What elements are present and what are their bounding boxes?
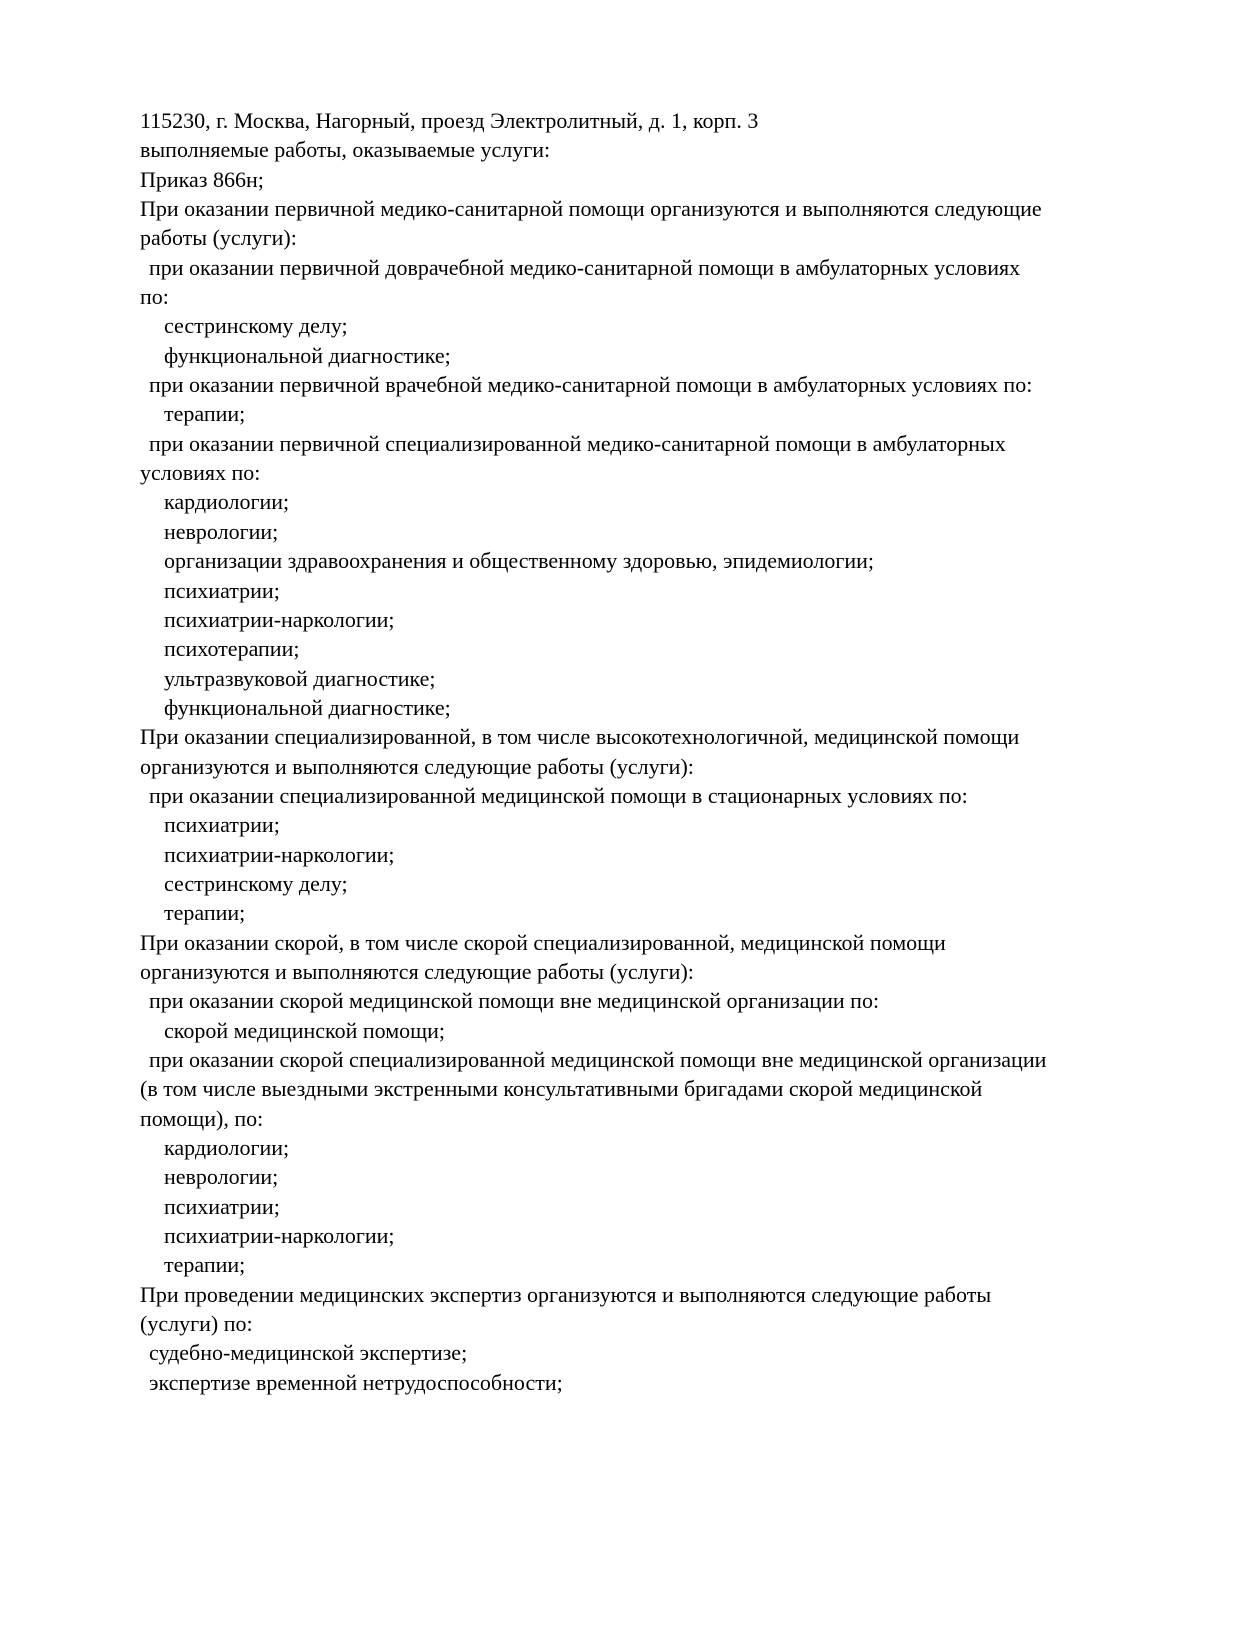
text-line: скорой медицинской помощи; xyxy=(164,1017,446,1043)
text-line: При оказании специализированной, в том числе высокотехнологичной, медицинской помощи xyxy=(140,724,1020,750)
text-line: неврологии; xyxy=(164,518,279,544)
text-line: психиатрии-наркологии; xyxy=(164,841,395,867)
text-line: организуются и выполняются следующие работы (услуги): xyxy=(140,958,694,984)
text-line: при оказании скорой медицинской помощи вне медицинской организации по: xyxy=(149,988,880,1014)
text-line: психотерапии; xyxy=(164,636,300,662)
text-line: при оказании первичной специализированной медико-санитарной помощи в амбулаторных xyxy=(149,430,1006,456)
text-line: организуются и выполняются следующие работы (услуги): xyxy=(140,753,694,779)
text-line: психиатрии-наркологии; xyxy=(164,1223,395,1249)
text-line: При проведении медицинских экспертиз организуются и выполняются следующие работы xyxy=(140,1281,992,1307)
text-line: судебно-медицинской экспертизе; xyxy=(149,1340,468,1366)
text-line: организации здравоохранения и общественному здоровью, эпидемиологии; xyxy=(164,548,875,574)
text-line: помощи), по: xyxy=(140,1105,264,1131)
text-line: 115230, г. Москва, Нагорный, проезд Электролитный, д. 1, корп. 3 xyxy=(140,108,759,133)
license-works-services-text xyxy=(140,106,1130,1397)
text-line: неврологии; xyxy=(164,1164,279,1190)
text-line: ультразвуковой диагностике; xyxy=(164,665,436,691)
text-line: терапии; xyxy=(164,900,246,926)
text-line: психиатрии; xyxy=(164,577,280,603)
text-line: терапии; xyxy=(164,401,246,427)
text-line: при оказании первичной доврачебной медико-санитарной помощи в амбулаторных условиях xyxy=(149,254,1021,280)
text-line: функциональной диагностике; xyxy=(164,342,451,368)
text-line: психиатрии; xyxy=(164,812,280,838)
text-line: кардиологии; xyxy=(164,1135,290,1161)
text-line: При оказании скорой, в том числе скорой специализированной, медицинской помощи xyxy=(140,929,946,955)
text-line: психиатрии; xyxy=(164,1193,280,1219)
text-line: функциональной диагностике; xyxy=(164,694,451,720)
text-line: (услуги) по: xyxy=(140,1311,253,1337)
text-line: психиатрии-наркологии; xyxy=(164,606,395,632)
text-line: При оказании первичной медико-санитарной помощи организуются и выполняются следующие xyxy=(140,196,1042,222)
text-line: при оказании скорой специализированной медицинской помощи вне медицинской организации xyxy=(149,1047,1047,1072)
text-line: кардиологии; xyxy=(164,489,290,515)
text-line: терапии; xyxy=(164,1252,246,1278)
text-line: условиях по: xyxy=(140,460,261,486)
text-line: (в том числе выездными экстренными консультативными бригадами скорой медицинской xyxy=(140,1076,983,1102)
text-line: сестринскому делу; xyxy=(164,313,348,339)
text-line: по: xyxy=(140,284,169,310)
text-line: при оказании специализированной медицинской помощи в стационарных условиях по: xyxy=(149,782,968,808)
text-line: выполняемые работы, оказываемые услуги: xyxy=(140,137,551,163)
text-line: при оказании первичной врачебной медико-санитарной помощи в амбулаторных условиях по: xyxy=(149,372,1033,398)
text-line: Приказ 866н; xyxy=(140,166,264,192)
text-line: экспертизе временной нетрудоспособности; xyxy=(149,1369,563,1395)
text-line: сестринскому делу; xyxy=(164,870,348,896)
text-line: работы (услуги): xyxy=(140,225,297,251)
